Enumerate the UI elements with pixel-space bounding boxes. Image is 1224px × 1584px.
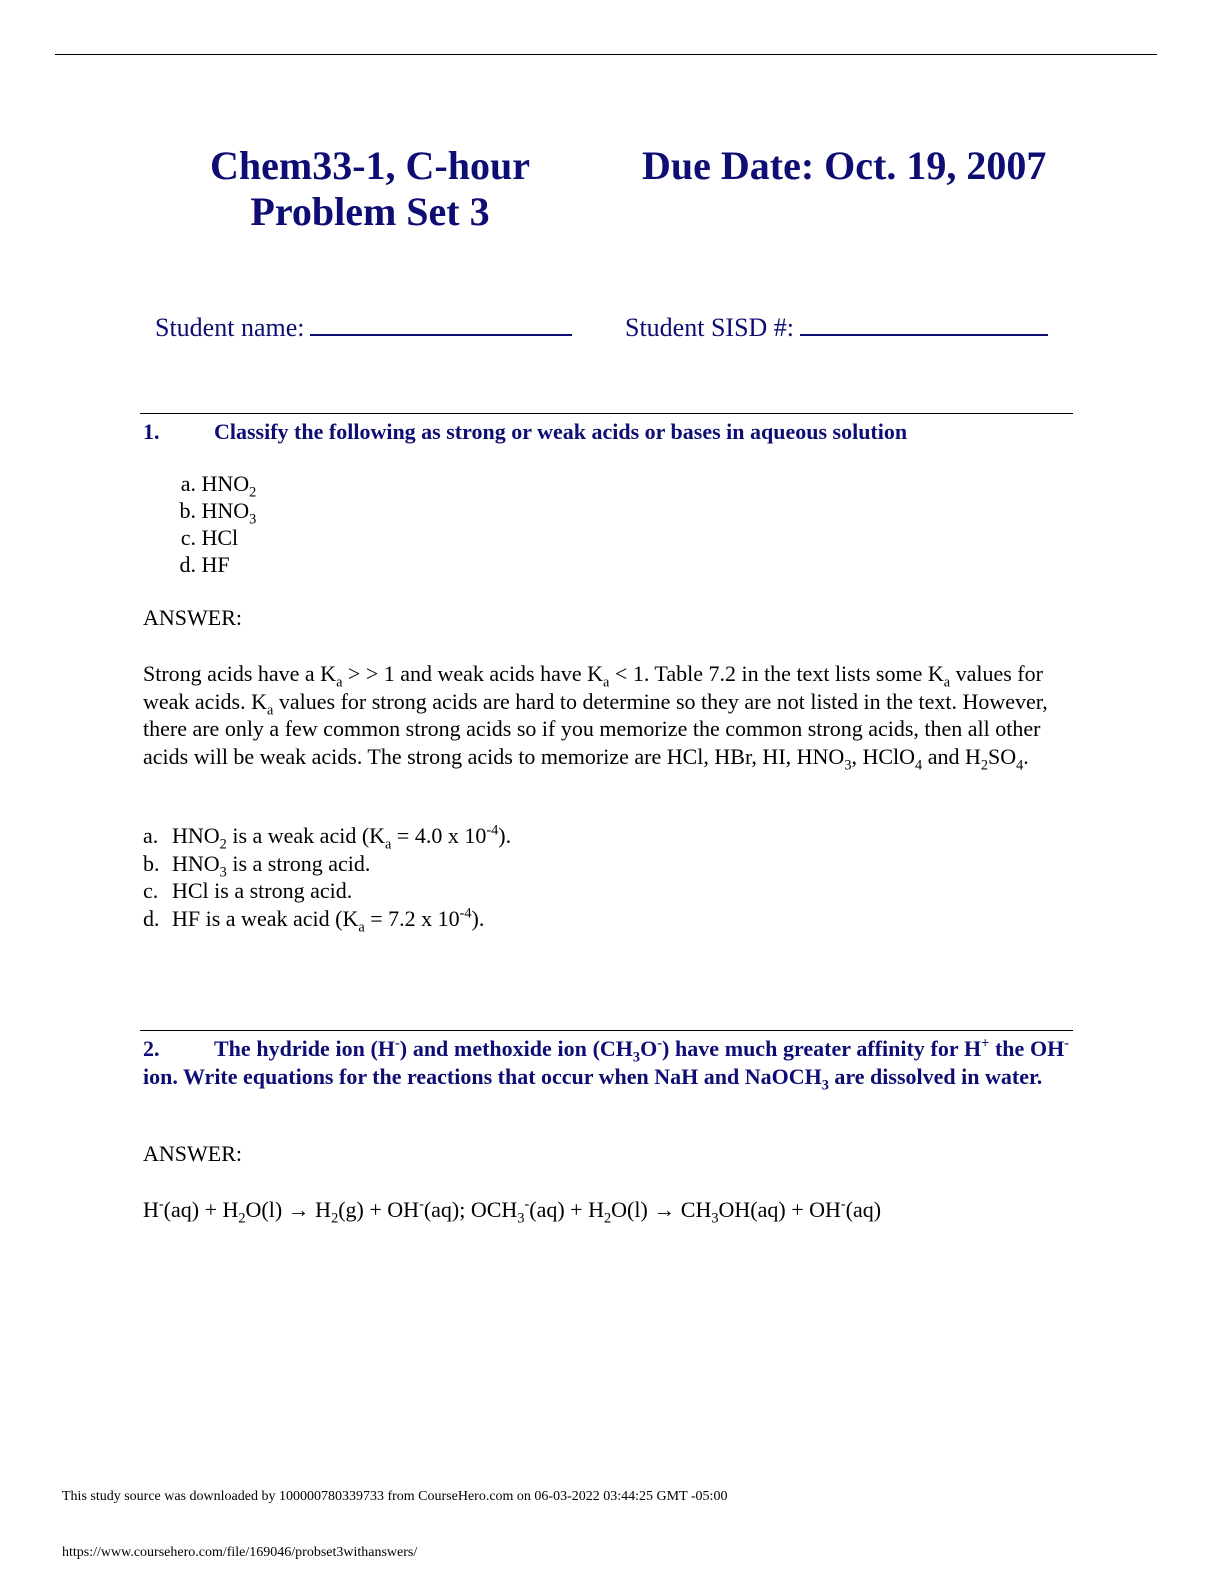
question-1-prompt: Classify the following as strong or weak acids or bases in aqueous solution — [214, 419, 908, 444]
question-1-answer-label: ANSWER: — [143, 605, 242, 630]
question-1-items — [160, 470, 256, 578]
question-2-equation: $H^-(aq) + H_2O(l) \to H_2(g) + OH^-(aq)$; $OCH_3^-(aq) + H_2O(l) \to CH_3OH(aq) + OH^-(aq)$ — [143, 1196, 882, 1227]
list-item: b. $HNO_3$ is a strong acid. — [143, 850, 371, 880]
student-name-field — [155, 310, 572, 344]
student-name-label: Student name: — [155, 313, 305, 342]
list-item: c. HCl is a strong acid. — [143, 878, 353, 903]
list-item: c. HCl — [180, 525, 239, 550]
top-rule — [55, 54, 1157, 55]
due-date: Due Date: Oct. 19, 2007 — [642, 143, 1047, 188]
course-title — [170, 143, 570, 235]
question-1-explanation: Strong acids have a $K_a$ > > 1 and weak acids have $K_a < 1$. Table 7.2 in the text lists some $K_a$ values for weak acids. $K_a$ values for strong acids are hard to determine so they are not listed in the text. However, there are only a few common strong acids so if you memorize the common strong acids, then all other acids will be weak acids. The strong acids to memorize are HCl, HBr, HI, $HNO_3$, HClO$_4$ and $H_2SO_4$. — [143, 661, 1048, 773]
source-url[interactable]: https://www.coursehero.com/file/169046/probset3withanswers/ — [62, 1545, 418, 1560]
student-sisd-field — [625, 310, 1048, 344]
question-2-answer-label: ANSWER: — [143, 1141, 242, 1166]
question-2-number: 2. — [143, 1036, 160, 1061]
problem-set-title: Problem Set 3 — [250, 189, 490, 234]
student-name-blank — [310, 310, 572, 336]
list-item: a. $HNO_2$ is a weak acid ($K_a = 4.0$ x $10^{-4}$). — [143, 822, 512, 853]
list-item: d. HF is a weak acid ($K_a = 7.2$ x $10^{-4}$). — [143, 905, 485, 935]
student-sisd-label: Student SISD #: — [625, 313, 795, 342]
question-2-rule — [140, 1030, 1073, 1031]
list-item: a. $HNO_2$ — [180, 471, 257, 501]
course-name: Chem33-1, C-hour — [210, 143, 530, 188]
question-1-heading — [143, 418, 907, 446]
list-item: d. HF — [179, 552, 230, 577]
question-2-heading: 2. The hydride ion (H-) and methoxide ion $(CH_3O^-)$ have much greater affinity for H+ the OH- ion. Write equations for the reactions that occur when NaH and NaOCH$_3$ are dissolved in water. — [143, 1035, 1069, 1094]
list-item: b. $HNO_3$ — [179, 498, 257, 528]
question-1-rule — [140, 413, 1073, 414]
question-1-answers — [143, 822, 512, 935]
student-sisd-blank — [800, 310, 1048, 336]
download-notice: This study source was downloaded by 100000780339733 from CourseHero.com on 06-03-2022 03:44:25 GMT -05:00 — [62, 1489, 728, 1504]
question-1-number: 1. — [143, 419, 160, 444]
